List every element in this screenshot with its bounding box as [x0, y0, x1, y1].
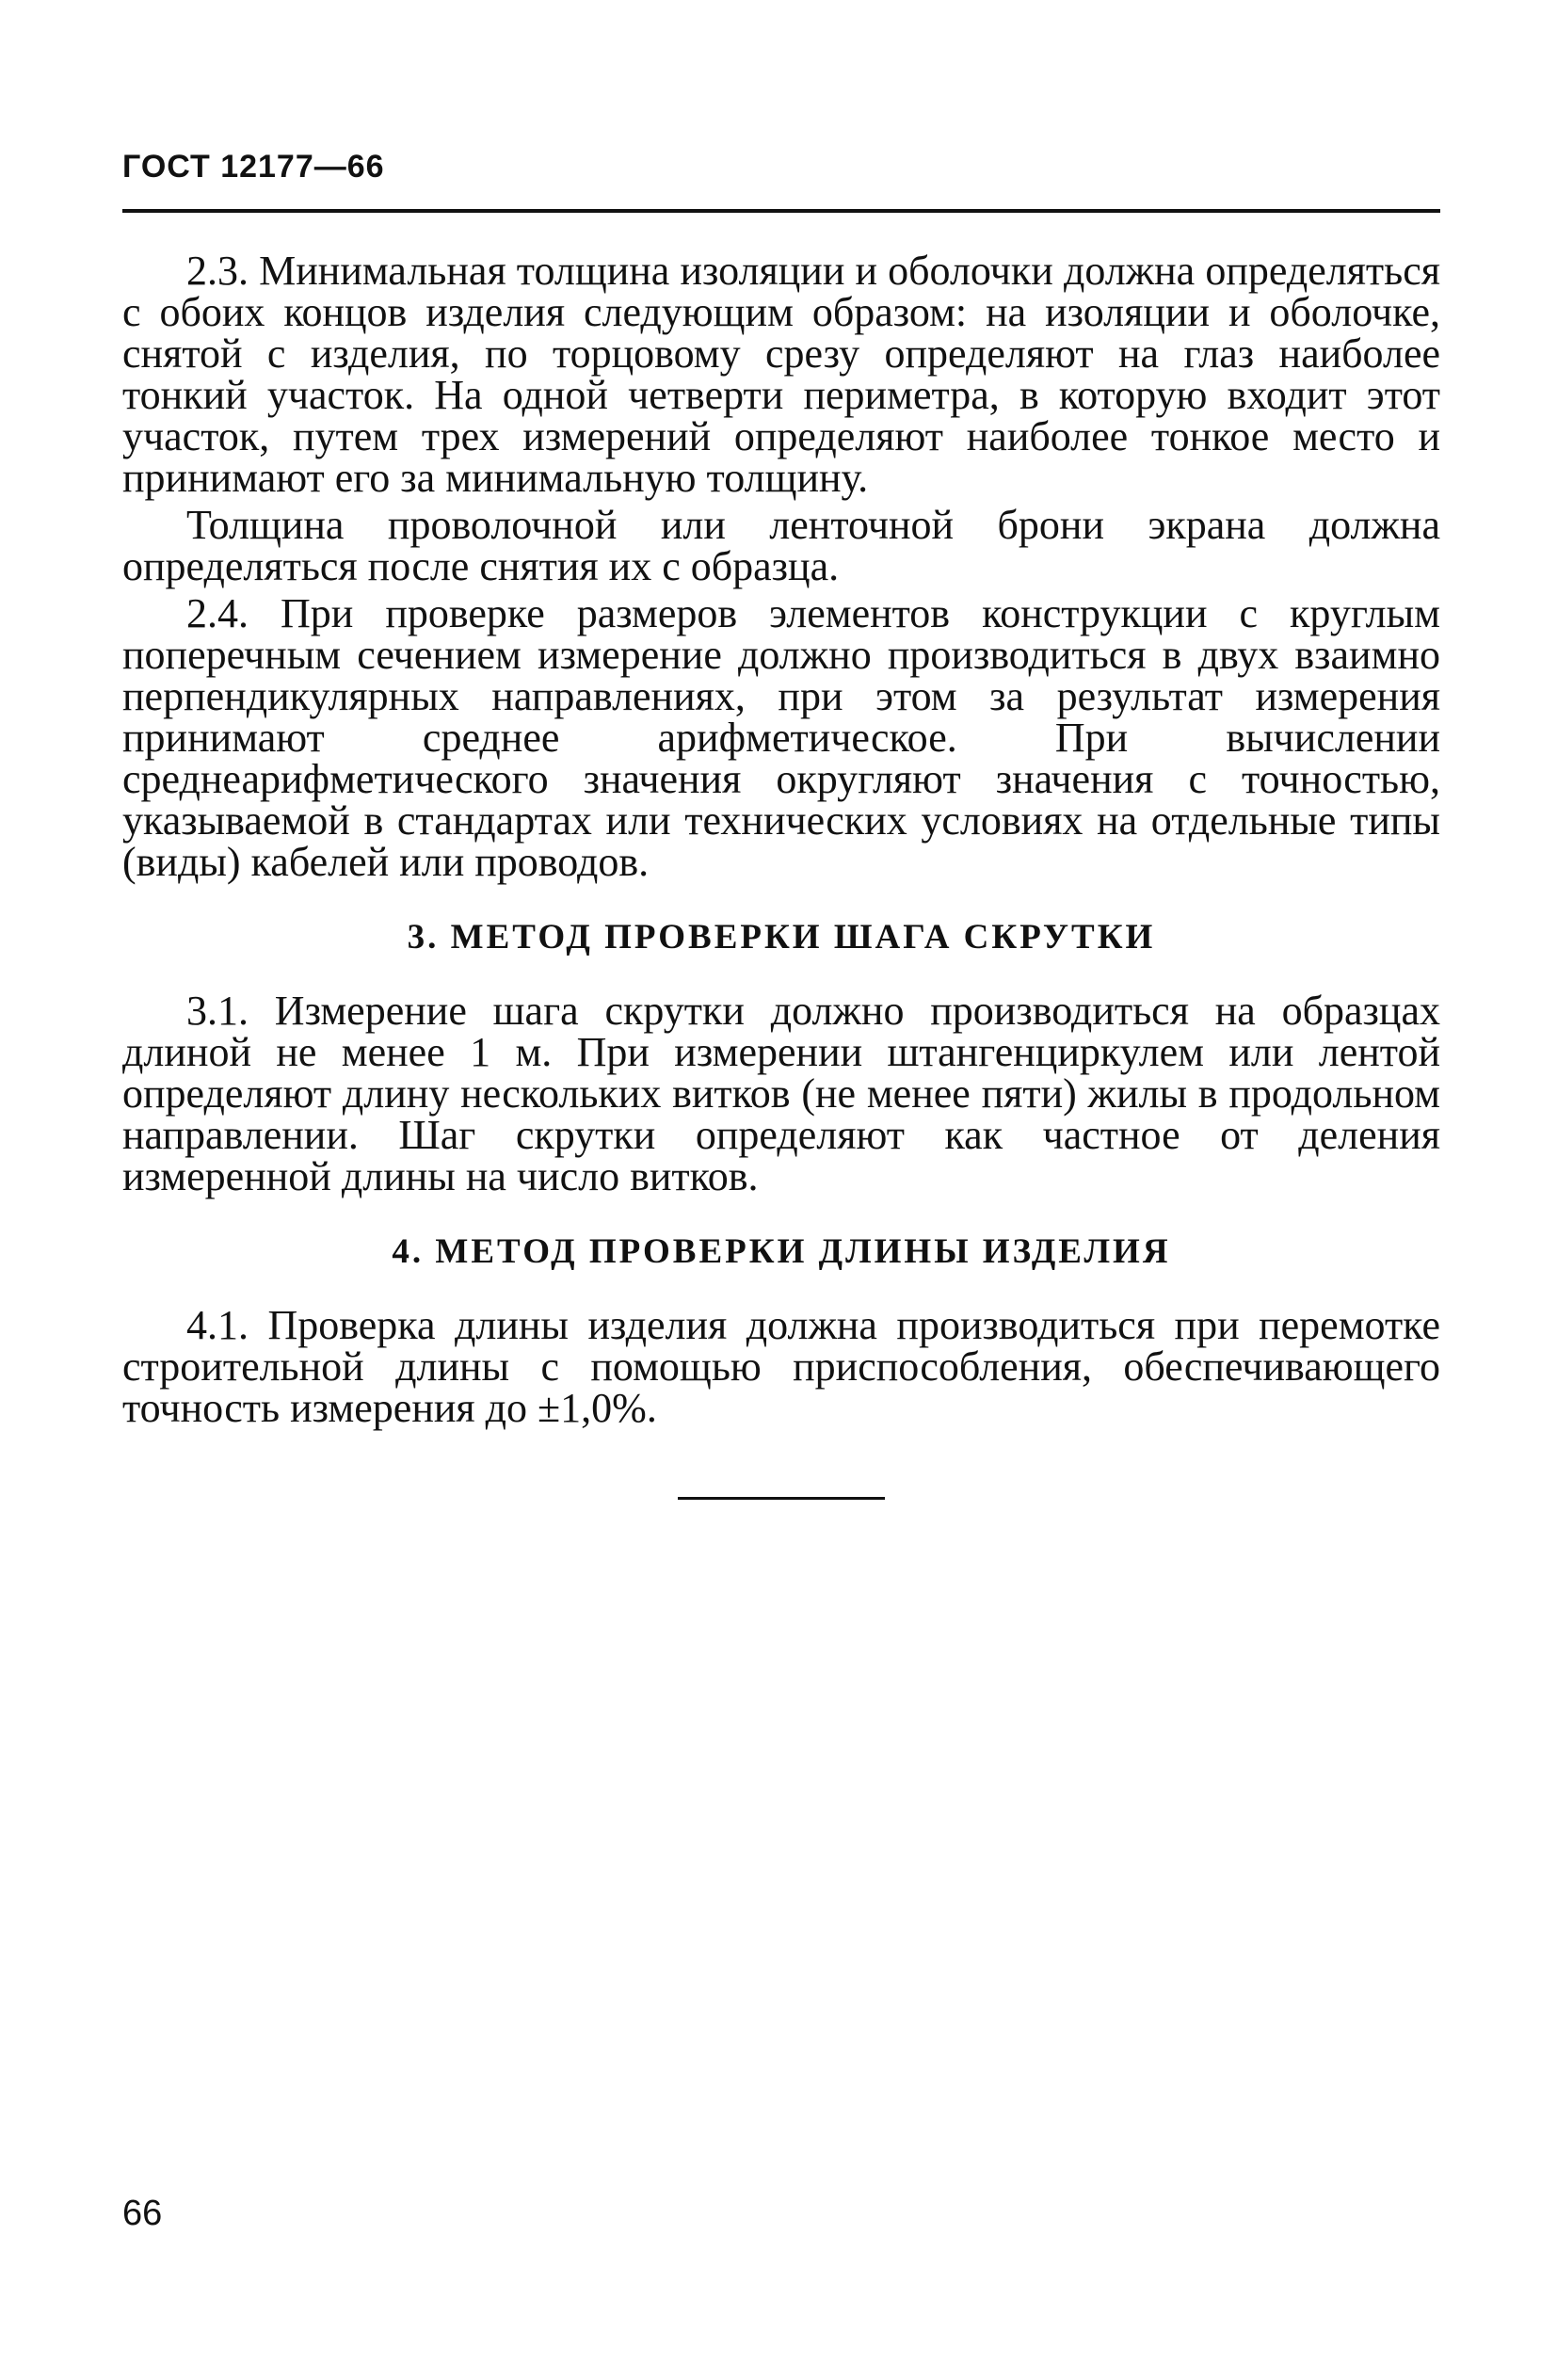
section-heading-4: 4. МЕТОД ПРОВЕРКИ ДЛИНЫ ИЗДЕЛИЯ [392, 1232, 1171, 1271]
running-title: ГОСТ 12177—66 [122, 149, 385, 185]
header-rule [122, 209, 1440, 213]
end-rule [678, 1497, 885, 1500]
paragraph-4-1: 4.1. Проверка длины изделия должна производиться при перемотке строительной длины с помощью приспособления, обеспечивающего точность измерения до ±1,0%. [122, 1302, 1440, 1431]
body-text [122, 250, 1440, 1500]
paragraph-2-3-continued: Толщина проволочной или ленточной брони экрана должна определяться после снятия их с образца. [122, 502, 1440, 589]
section-heading-3: 3. МЕТОД ПРОВЕРКИ ШАГА СКРУТКИ [407, 918, 1156, 957]
paragraph-3-1: 3.1. Измерение шага скрутки должно производиться на образцах длиной не менее 1 м. При измерении штангенциркулем или лентой определяют длину нескольких витков (не менее пяти) жилы в продольном направлении. Шаг скрутки определяют как частное от деления измеренной длины на число витков. [122, 988, 1440, 1199]
page-number: 66 [122, 2194, 163, 2233]
paragraph-2-3: 2.3. Минимальная толщина изоляции и оболочки должна определяться с обоих концов изделия следующим образом: на изоляции и оболочке, снятой с изделия, по торцовому срезу определяют на глаз наиболее тонкий участок. На одной четверти периметра, в которую входит этот участок, путем трех измерений определяют наиболее тонкое место и принимают его за минимальную толщину. [122, 248, 1440, 501]
paragraph-2-4: 2.4. При проверке размеров элементов конструкции с круглым поперечным сечением измерение должно производиться в двух взаимно перпендикулярных направлениях, при этом за результат измерения принимают среднее арифметическое. При вычислении среднеарифметического значения округляют значения с точностью, указываемой в стандартах или технических условиях на отдельные типы (виды) кабелей или проводов. [122, 590, 1440, 885]
